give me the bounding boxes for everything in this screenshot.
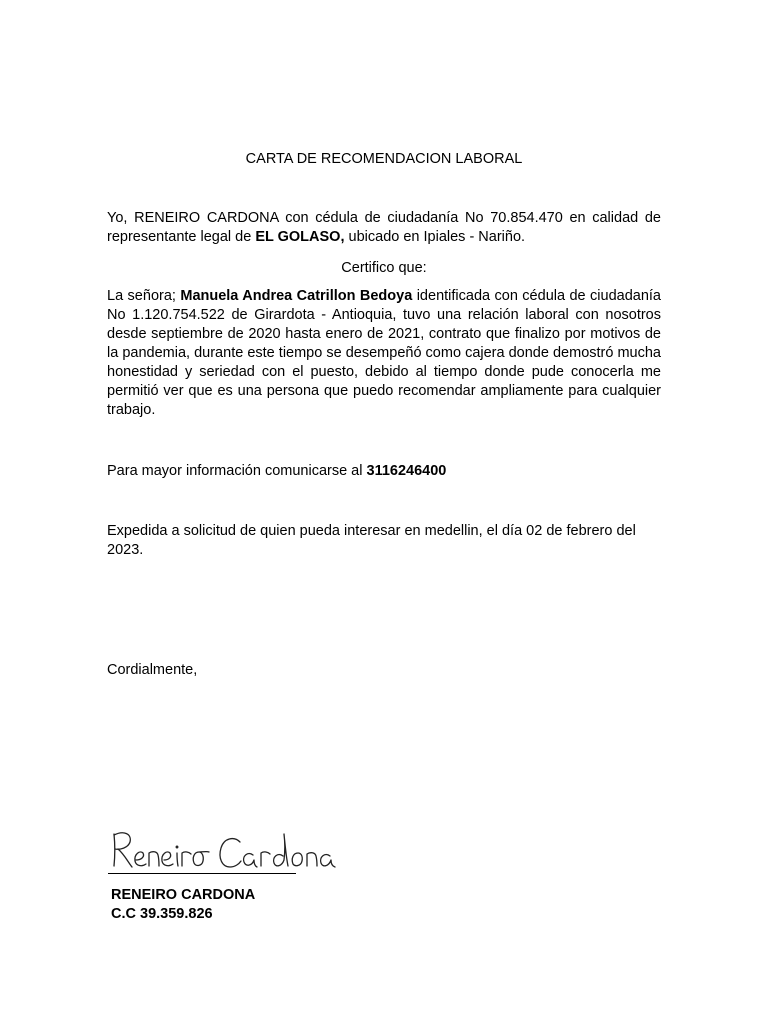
closing-text: Cordialmente, xyxy=(107,662,198,678)
contact-paragraph xyxy=(107,462,661,481)
issued-paragraph: Expedida a solicitud de quien pueda interesar en medellin, el día 02 de febrero del 2023. xyxy=(107,523,636,558)
certifico-heading: Certifico que: xyxy=(341,260,427,276)
signer-id: C.C 39.359.826 xyxy=(111,906,213,922)
handwritten-signature xyxy=(108,822,348,878)
contact-text: Para mayor información comunicarse al xyxy=(107,463,367,479)
intro-paragraph xyxy=(107,209,661,247)
company-name: EL GOLASO, xyxy=(255,229,345,245)
letter-title: CARTA DE RECOMENDACION LABORAL xyxy=(245,151,523,167)
signer-block xyxy=(111,886,255,924)
employee-name: Manuela Andrea Catrillon Bedoya xyxy=(180,288,413,304)
signature-line xyxy=(108,873,296,874)
body-text-start: La señora; xyxy=(107,288,181,304)
body-paragraph xyxy=(107,287,661,420)
signer-name: RENEIRO CARDONA xyxy=(111,887,256,903)
contact-phone: 3116246400 xyxy=(366,463,447,479)
intro-text-end: ubicado en Ipiales - Nariño. xyxy=(344,229,526,245)
intro-text-start: Yo, RENEIRO CARDONA con cédula de ciudadanía No 70.854.470 en calidad de representante legal de xyxy=(107,210,661,245)
body-text-rest: identificada con cédula de ciudadanía No 1.120.754.522 de Girardota - Antioquia, tuvo una relación laboral con nosotros desde septiembre de 2020 hasta enero de 2021, contrato que finalizo por motivos de la pandemia, durante este tiempo se desempeñó como cajera donde demostró mucha honestidad y seriedad con el puesto, debido al tiempo donde pude conocerla me permitió ver que es una persona que puedo recomendar ampliamente para cualquier trabajo. xyxy=(107,288,661,418)
